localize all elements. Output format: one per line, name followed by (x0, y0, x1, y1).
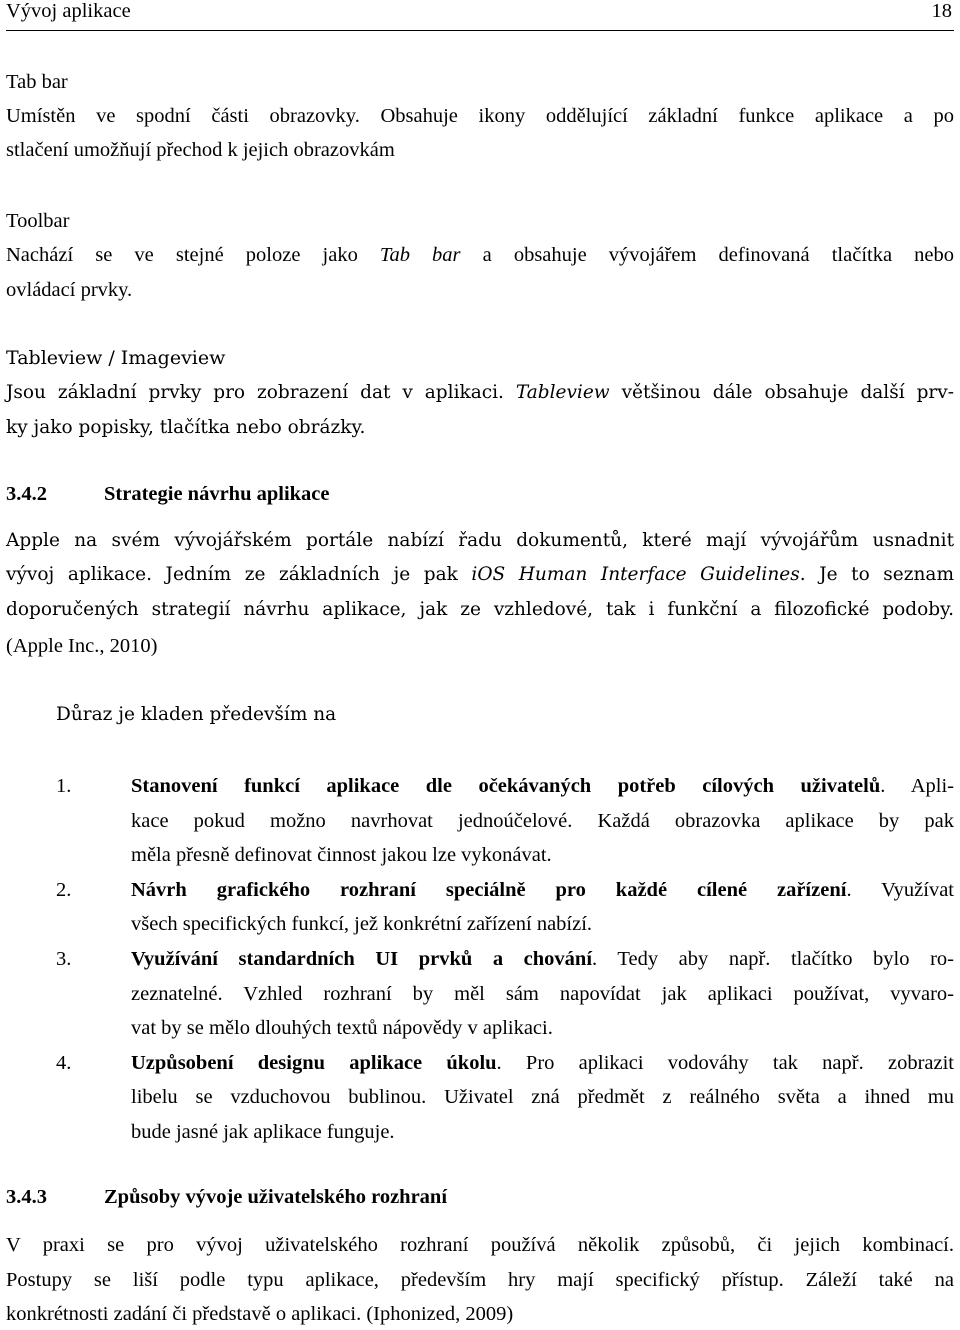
list-item-2-line1: Návrh grafického rozhraní speciálně pro každé cílené zařízení. Využívat (131, 879, 954, 901)
list-item-1-line2: kace pokud možno navrhovat jednoúčelové. Každá obrazovka aplikace by pak (131, 810, 954, 832)
list-item-number: 2. (56, 879, 72, 901)
tabbar-text-line1: Umístěn ve spodní části obrazovky. Obsahuje ikony oddělující základní funkce aplikace a po (6, 105, 954, 127)
page-header (6, 0, 954, 31)
list-item-3-line1: Využívání standardních UI prvků a chování. Tedy aby např. tlačítko bylo ro- (131, 948, 954, 970)
hig-title: iOS Human Interface Guidelines (471, 564, 800, 585)
page-number: 18 (931, 0, 952, 22)
section-343-title: Způsoby vývoje uživatelského rozhraní (104, 1186, 448, 1208)
section-343-para-line1: V praxi se pro vývoj uživatelského rozhraní používá několik způsobů, či jejich kombinací. (6, 1234, 954, 1256)
list-item-4-line2: libelu se vzduchovou bublinou. Uživatel zná předmět z reálného světa a ihned mu (131, 1086, 954, 1108)
toolbar-text-line2: ovládací prvky. (6, 279, 133, 301)
running-header-title: Vývoj aplikace (6, 0, 131, 22)
list-item-number: 3. (56, 948, 72, 970)
list-item-1-line1: Stanovení funkcí aplikace dle očekávaných potřeb cílových uživatelů. Apli- (131, 775, 954, 797)
tableview-heading: Tableview / Imageview (6, 347, 226, 369)
section-342-para-line3: doporučených strategií návrhu aplikace, jak ze vzhledové, tak i funkční a filozofické podoby. (6, 599, 954, 620)
list-item-2-line2: všech specifických funkcí, jež konkrétní zařízení nabízí. (131, 913, 593, 935)
section-343-number: 3.4.3 (6, 1186, 47, 1208)
list-item-number: 4. (56, 1052, 72, 1074)
section-343-para-line3: konkrétnosti zadání či představě o aplikaci. (Iphonized, 2009) (6, 1303, 514, 1325)
section-342-para-line2: vývoj aplikace. Jedním ze základních je pak iOS Human Interface Guidelines. Je to seznam (6, 564, 954, 585)
list-item-4-line3: bude jasné jak aplikace funguje. (131, 1121, 395, 1143)
toolbar-heading: Toolbar (6, 210, 70, 232)
section-342-citation: (Apple Inc., 2010) (6, 635, 158, 657)
tableview-text-line1: Jsou základní prvky pro zobrazení dat v aplikaci. Tableview většinou dále obsahuje další prv- (6, 382, 954, 403)
tableview-term: Tableview (515, 382, 610, 403)
emphasis-intro: Důraz je kladen především na (56, 704, 337, 725)
tabbar-heading: Tab bar (6, 71, 68, 93)
list-item-3-line3: vat by se mělo dlouhých textů nápovědy v aplikaci. (131, 1017, 553, 1039)
tabbar-term: Tab bar (379, 244, 461, 266)
section-342-title: Strategie návrhu aplikace (104, 483, 330, 505)
section-342-para-line1: Apple na svém vývojářském portále nabízí řadu dokumentů, které mají vývojářům usnadnit (6, 530, 954, 551)
list-item-3-line2: zeznatelné. Vzhled rozhraní by měl sám napovídat jak aplikaci používat, vyvaro- (131, 983, 954, 1005)
tabbar-text-line2: stlačení umožňují přechod k jejich obrazovkám (6, 139, 395, 161)
list-item-4-line1: Uzpůsobení designu aplikace úkolu. Pro aplikaci vodováhy tak např. zobrazit (131, 1052, 954, 1074)
section-343-para-line2: Postupy se liší podle typu aplikace, především hry mají specifický přístup. Záleží také na (6, 1269, 954, 1291)
section-342-number: 3.4.2 (6, 483, 47, 505)
list-item-1-line3: měla přesně definovat činnost jakou lze vykonávat. (131, 844, 552, 866)
list-item-number: 1. (56, 775, 72, 797)
toolbar-text-line1: Nachází se ve stejné poloze jako Tab bar a obsahuje vývojářem definovaná tlačítka nebo (6, 244, 955, 266)
tableview-text-line2: ky jako popisky, tlačítka nebo obrázky. (6, 417, 366, 438)
